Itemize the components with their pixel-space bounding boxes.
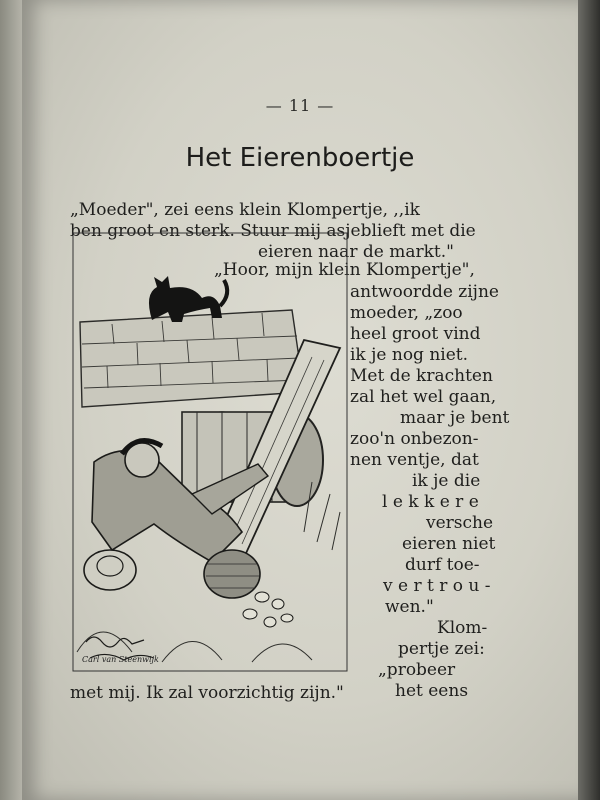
column-line-4: ik je nog niet. — [350, 345, 469, 365]
last-line: met mij. Ik zal voorzichtig zijn." — [70, 683, 344, 703]
right-page-edge — [578, 0, 600, 800]
column-line-8: zoo'n onbezon- — [350, 429, 479, 449]
text-line-4: „Hoor, mijn klein Klompertje", — [214, 260, 475, 280]
column-line-2: moeder, „zoo — [350, 303, 463, 323]
column-line-15: v e r t r o u - — [383, 576, 491, 596]
column-line-18: pertje zei: — [398, 639, 485, 659]
column-line-20: het eens — [395, 681, 469, 701]
column-line-3: heel groot vind — [350, 324, 481, 344]
column-line-14: durf toe- — [405, 555, 480, 575]
text-line-2: ben groot en sterk. Stuur mij asjeblieft met die — [70, 221, 476, 241]
column-line-1: antwoordde zijne — [350, 282, 499, 302]
column-line-17: Klom- — [437, 618, 488, 638]
column-line-9: nen ventje, dat — [350, 450, 479, 470]
column-line-6: zal het wel gaan, — [350, 387, 497, 407]
story-illustration — [72, 232, 348, 672]
column-line-11: l e k k e r e — [382, 492, 479, 512]
page-number: — 11 — — [265, 96, 335, 115]
text-line-1: „Moeder", zei eens klein Klompertje, ,,ik — [70, 200, 420, 220]
text-line-3: eieren naar de markt." — [258, 242, 454, 262]
column-line-10: ik je die — [412, 471, 481, 491]
column-line-16: wen." — [385, 597, 434, 617]
story-title: Het Eierenboertje — [185, 143, 415, 173]
column-line-12: versche — [426, 513, 494, 533]
column-line-7: maar je bent — [400, 408, 510, 428]
illustration-signature: Carl van Steenwijk — [82, 655, 159, 664]
column-line-19: „probeer — [378, 660, 456, 680]
column-line-13: eieren niet — [402, 534, 496, 554]
column-line-5: Met de krachten — [350, 366, 493, 386]
